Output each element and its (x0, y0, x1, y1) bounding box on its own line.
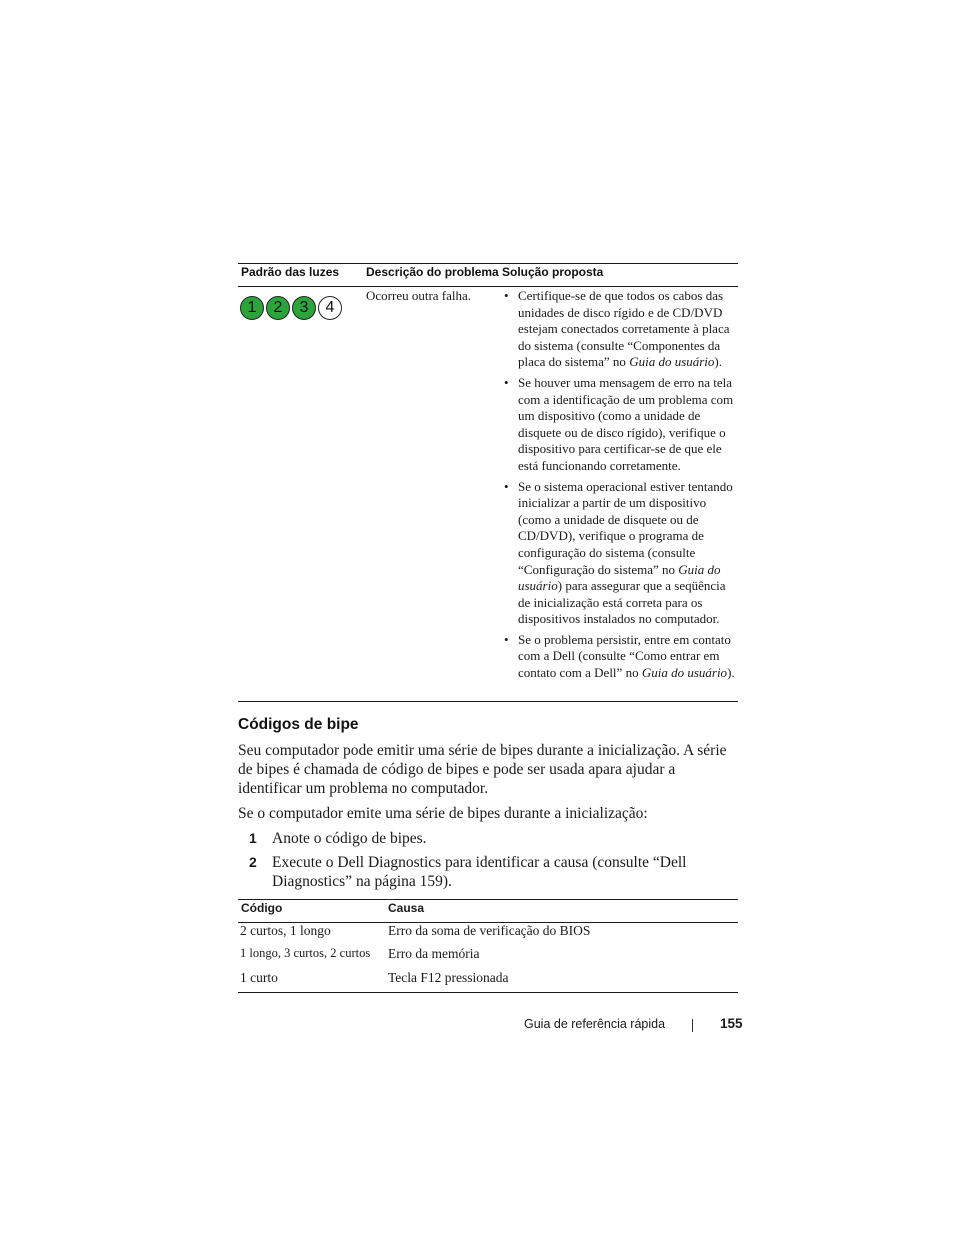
table2-header-cause: Causa (388, 901, 425, 915)
table2-row-3-cause: Tecla F12 pressionada (388, 970, 509, 985)
section-title: Códigos de bipe (238, 716, 359, 733)
solution-text: ) para assegurar que a seqüência de inicialização está correta para os dispositivos instalados no computador. (518, 578, 726, 627)
solution-text: ). (714, 354, 723, 370)
step-text: Anote o código de bipes. (272, 830, 427, 847)
footer-separator (692, 1019, 693, 1032)
page-number: 155 (720, 1016, 743, 1031)
guide-reference: Guia do usuário (629, 354, 715, 370)
table2-row-1-cause: Erro da soma de verificação do BIOS (388, 923, 591, 938)
table2-header-code: Código (241, 901, 283, 915)
solution-text: Se o sistema operacional estiver tentando inicializar a partir de um dispositivo (como a unidade de disquete ou de CD/DVD), verifique o programa de configuração do sistema (consulte “Configuração do sistema” no (518, 478, 733, 577)
guide-reference: Guia do usuário (641, 665, 728, 681)
solution-text: Se houver uma mensagem de erro na tela com a identificação de um problema com um dispositivo (como a unidade de disquete ou de disco rígido), verifique o dispositivo para certificar-se de que ele está funcionando corretamente. (518, 374, 734, 473)
step-1 (249, 829, 739, 848)
table2-row-2-cause: Erro da memória (388, 946, 480, 961)
intro-paragraph: Seu computador pode emitir uma série de bipes durante a inicialização. A série de bipes é chamada de código de bipes e pode ser usada apara ajudar a identificar um problema no computador. (238, 742, 727, 797)
solution-item (503, 375, 737, 475)
step-number: 2 (249, 854, 257, 870)
solution-item (503, 632, 737, 682)
guide-reference: Guia do usuário (518, 561, 721, 594)
table2-top-rule (238, 899, 738, 900)
table1-bottom-rule (238, 701, 738, 702)
table2-row-3-code: 1 curto (240, 970, 278, 985)
footer-title: Guia de referência rápida (524, 1017, 666, 1031)
solution-item (503, 288, 737, 371)
problem-description: Ocorreu outra falha. (366, 288, 472, 303)
table1-top-rule (238, 263, 738, 264)
lead-paragraph: Se o computador emite uma série de bipes durante a inicialização: (238, 805, 648, 822)
solution-text: Se o problema persistir, entre em contato com a Dell (consulte “Como entrar em contato com a Dell” no (518, 631, 731, 681)
table2-bottom-rule (238, 992, 738, 993)
step-2 (249, 853, 739, 891)
light-1-icon: 1 (240, 296, 264, 320)
table2-row-1-code: 2 curtos, 1 longo (240, 923, 331, 938)
light-3-icon: 3 (292, 296, 316, 320)
table1-header-rule (238, 286, 738, 287)
light-2-icon: 2 (266, 296, 290, 320)
table2-row-2-code: 1 longo, 3 curtos, 2 curtos (240, 946, 371, 960)
step-text: Execute o Dell Diagnostics para identificar a causa (consulte “Dell Diagnostics” na página 159). (272, 854, 687, 890)
light-pattern (240, 296, 342, 322)
table1-header-description: Descrição do problema (366, 265, 499, 279)
solution-item (503, 479, 737, 628)
solution-list (503, 288, 737, 686)
table1-header-lights: Padrão das luzes (241, 265, 340, 279)
table1-header-solution: Solução proposta (502, 265, 604, 279)
light-4-icon: 4 (318, 296, 342, 320)
solution-text: Certifique-se de que todos os cabos das unidades de disco rígido e de CD/DVD estejam conectados corretamente à placa do sistema (consulte “Componentes da placa do sistema” no (518, 288, 730, 370)
solution-text: ). (727, 665, 735, 681)
step-number: 1 (249, 830, 257, 846)
